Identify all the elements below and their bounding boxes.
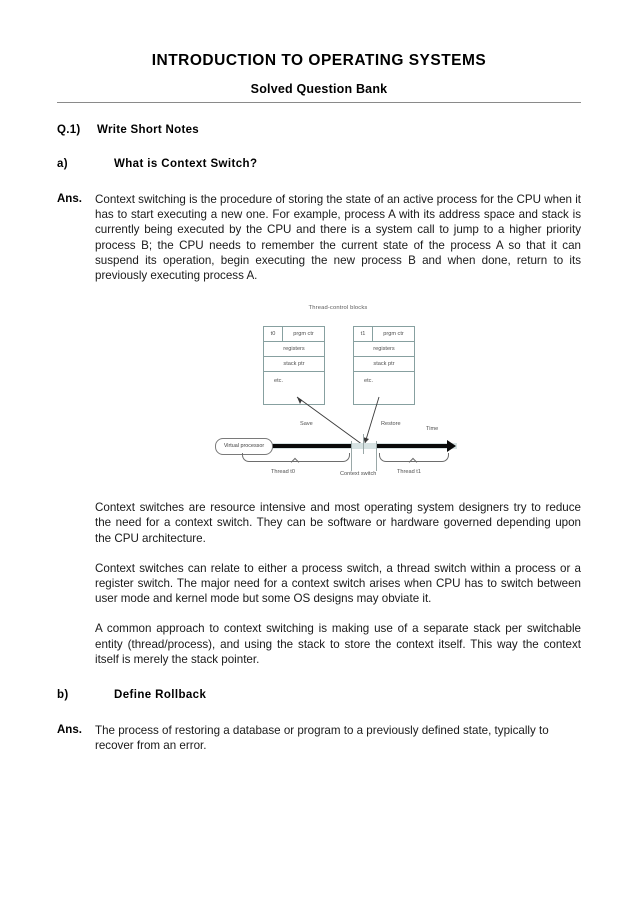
- restore-arrow-line: [365, 397, 379, 443]
- restore-label: Restore: [381, 421, 401, 428]
- header-divider: [57, 102, 581, 103]
- part-b-answer: [57, 723, 581, 753]
- virtual-processor-label: Virtual processor: [215, 438, 273, 455]
- figure-caption: Thread-control blocks: [308, 305, 368, 312]
- thread-t1-label: Thread t1: [397, 469, 421, 476]
- save-arrow-head: [297, 397, 302, 404]
- context-switch-diagram: [213, 303, 463, 485]
- part-b-letter: b): [57, 689, 69, 702]
- part-a-prompt: What is Context Switch?: [114, 158, 258, 170]
- document-title: INTRODUCTION TO OPERATING SYSTEMS: [151, 52, 487, 69]
- tcb-stack-pointer: stack ptr: [354, 357, 414, 372]
- paragraph: Context switches can relate to either a process switch, a thread switch within a process or a register switch. The major need for a context switch arises when CPU has to switch between user mode and kernel mode but some OS designs may obviate it.: [95, 561, 581, 606]
- paragraph: Context switching is the procedure of storing the state of an active process for the CPU when it has to start executing a new one. For example, process A with its address space and stack is currently being executed by the CPU and there is a system call to jump to a higher priority process B; the CPU needs to remember the current state of the process A so that it can suspend its operation, begin executing the new process B and when done, return to its previously executing process A.: [95, 193, 581, 283]
- tcb-etc: etc.: [364, 378, 374, 385]
- question-text: Write Short Notes: [97, 124, 200, 136]
- paragraph: Context switches are resource intensive and most operating system designers try to reduce the need for a context switch. They can be software or hardware governed depending upon the CPU architecture.: [95, 501, 581, 545]
- timeline-segment-t1: [376, 444, 448, 448]
- tcb-thread-id: t1: [354, 327, 373, 341]
- part-b-answer-body: [95, 723, 581, 753]
- tcb-registers: registers: [354, 342, 414, 357]
- paragraph: The process of restoring a database or program to a previously defined state, typically to recover from an error.: [95, 724, 549, 753]
- tcb-program-counter: prgm ctr: [383, 331, 404, 338]
- part-a-heading: [57, 158, 581, 170]
- tcb-thread-id: t0: [264, 327, 283, 341]
- time-label: Time: [426, 426, 439, 433]
- page-content: [57, 52, 581, 753]
- part-b-answer-label: Ans.: [57, 724, 82, 737]
- tcb-registers: registers: [264, 342, 324, 357]
- tick-switch-end: [376, 441, 377, 471]
- paragraph: A common approach to context switching is making use of a separate stack per switchable entity (thread/process), and using the stack to store the context itself. This way the context itself is merely the stack pointer.: [95, 622, 581, 666]
- time-axis-arrow-icon: [447, 440, 456, 452]
- tcb-stack-pointer: stack ptr: [264, 357, 324, 372]
- context-switch-label: Context switch: [340, 471, 377, 478]
- part-a-answer-body: [95, 192, 581, 667]
- question-number: Q.1): [57, 124, 81, 136]
- part-b-prompt: Define Rollback: [114, 689, 207, 702]
- document-subtitle: Solved Question Bank: [250, 82, 388, 96]
- part-a-answer-label: Ans.: [57, 193, 82, 205]
- tick-switch-start: [351, 441, 352, 471]
- question-heading: [57, 124, 581, 136]
- tcb-etc: etc.: [274, 378, 284, 385]
- save-label: Save: [300, 421, 313, 428]
- figure-container: [95, 303, 581, 485]
- tick-switch-mid: [363, 434, 364, 454]
- part-b-heading: [57, 689, 581, 701]
- tcb-program-counter: prgm ctr: [293, 331, 314, 338]
- thread-t0-label: Thread t0: [271, 469, 295, 476]
- part-a-letter: a): [57, 158, 69, 170]
- part-a-answer: [57, 192, 581, 667]
